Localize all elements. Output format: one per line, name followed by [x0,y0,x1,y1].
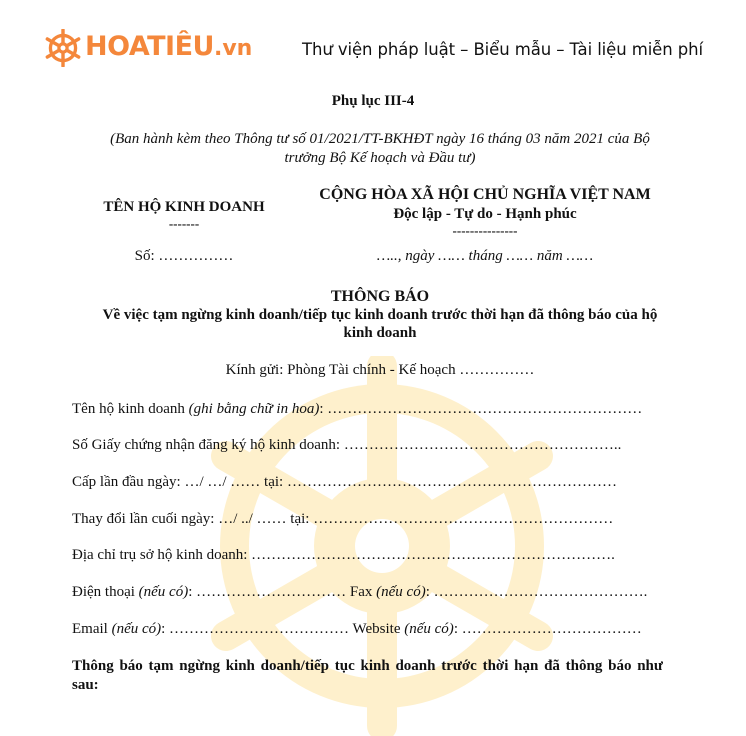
field-first-issued: Cấp lần đầu ngày: …/ …/ …… tại: ………………………………………………………… [72,474,617,490]
site-tagline: Thư viện pháp luật – Biểu mẫu – Tài liệu miễn phí [302,40,703,59]
field-phone-fax: Điện thoại (nếu có): ………………………… Fax (nếu có): ……………………………………. [72,584,648,600]
appendix-title: Phụ lục III-4 [331,93,415,109]
logo-wordmark: HOATIÊU.vn [85,31,253,62]
field-last-changed: Thay đổi lần cuối ngày: …/ ../ …… tại: …………………………………………………… [72,511,614,527]
national-motto: Độc lập - Tự do - Hạnh phúc [393,206,577,222]
closing-heading-line-2: sau: [72,677,99,693]
closing-heading-line-1: Thông báo tạm ngừng kinh doanh/tiếp tục kinh doanh trước thời hạn đã thông báo như [72,658,663,674]
site-header [0,0,746,82]
notice-title: THÔNG BÁO [330,288,430,305]
document-number: Số: …………… [134,248,234,264]
country-name: CỘNG HÒA XÃ HỘI CHỦ NGHĨA VIỆT NAM [319,186,651,203]
field-business-name: Tên hộ kinh doanh (ghi bằng chữ in hoa): ……………………………………………………… [72,401,643,417]
field-email-website: Email (nếu có): ……………………………… Website (nếu có): ……………………………… [72,621,642,637]
site-logo[interactable] [44,28,252,68]
ship-wheel-logo-icon [44,29,82,67]
issued-by-line-1: (Ban hành kèm theo Thông tư số 01/2021/TT-BKHĐT ngày 16 tháng 03 năm 2021 của Bộ [110,131,650,147]
recipient-line: Kính gửi: Phòng Tài chính - Kế hoạch …………… [225,362,535,378]
document-date: ….., ngày …… tháng …… năm …… [376,248,594,264]
notice-subject-line-1: Về việc tạm ngừng kinh doanh/tiếp tục kinh doanh trước thời hạn đã thông báo của hộ [102,307,658,323]
field-certificate-number: Số Giấy chứng nhận đăng ký hộ kinh doanh: ……………………………………………….. [72,437,622,453]
field-address: Địa chỉ trụ sở hộ kinh doanh: ………………………………………………………………. [72,547,615,563]
issued-by-line-2: trưởng Bộ Kế hoạch và Đầu tư) [284,150,476,166]
left-divider: ------- [168,216,200,231]
notice-subject-line-2: kinh doanh [343,325,417,341]
business-name-heading: TÊN HỘ KINH DOANH [103,199,265,215]
right-divider: --------------- [452,223,518,238]
